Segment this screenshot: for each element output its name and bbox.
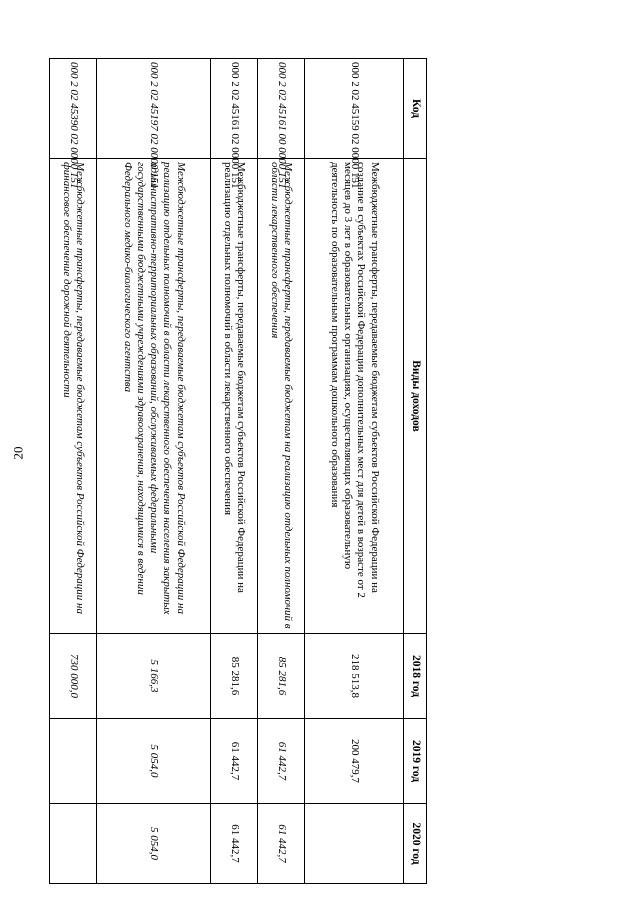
row-value-2020 [50,804,97,884]
table-row [50,59,97,884]
rotated-table-container [49,58,427,883]
row-value-2019: 200 479,7 [305,719,404,804]
table-row [210,59,257,884]
row-code: 000 2 02 45159 02 0000 151 [305,59,404,159]
row-value-2018: 218 513,8 [305,634,404,719]
header-2020: 2020 год [404,804,427,884]
header-2018: 2018 год [404,634,427,719]
row-description: Межбюджетные трансферты, передаваемые бюджетам субъектов Российской Федерации на финансовое обеспечение дорожной деятельности [50,159,97,634]
row-value-2018: 730 000,0 [50,634,97,719]
row-value-2020: 61 442,7 [210,804,257,884]
row-description: Межбюджетные трансферты, передаваемые бюджетам субъектов Российской Федерации на реализацию отдельных полномочий в области лекарственного обеспечения [210,159,257,634]
row-description: Межбюджетные трансферты, передаваемые бюджетам на реализацию отдельных полномочий в области лекарственного обеспечения [258,159,305,634]
row-value-2018: 85 281,6 [258,634,305,719]
row-code: 000 2 02 45161 00 0000 151 [258,59,305,159]
page-number: 20 [10,446,25,459]
header-kind: Виды доходов [404,159,427,634]
row-value-2019: 61 442,7 [258,719,305,804]
row-description: Межбюджетные трансферты, передаваемые бюджетам субъектов Российской Федерации на реализацию отдельных полномочий в области лекарственного обеспечения населения закрытых административно-территориальных образований, обслуживаемых федеральными государственными бюджетными учреждениями здравоохранения, находящимися в ведении Федерального медико-биологического агентства [97,159,211,634]
row-value-2018: 85 281,6 [210,634,257,719]
row-value-2019 [50,719,97,804]
table-row [258,59,305,884]
table-row [97,59,211,884]
revenue-table [49,58,427,884]
row-value-2018: 5 166,3 [97,634,211,719]
row-value-2020: 61 442,7 [258,804,305,884]
row-code: 000 2 02 45197 02 0000 151 [97,59,211,159]
row-value-2019: 5 054,0 [97,719,211,804]
header-code: Код [404,59,427,159]
page-number-container [0,0,36,905]
row-value-2020: 5 054,0 [97,804,211,884]
row-value-2020 [305,804,404,884]
table-row [305,59,404,884]
row-description: Межбюджетные трансферты, передаваемые бюджетам субъектов Российской Федерации на создание в субъектах Российской Федерации дополнительных мест для детей в возрасте от 2 месяцев до 3 лет в образовательных организациях, осуществляющих образовательную деятельность по образовательным программам дошкольного образования [305,159,404,634]
header-2019: 2019 год [404,719,427,804]
row-code: 000 2 02 45161 02 0000 151 [210,59,257,159]
row-code: 000 2 02 45390 02 0000 151 [50,59,97,159]
table-header-row [404,59,427,884]
row-value-2019: 61 442,7 [210,719,257,804]
